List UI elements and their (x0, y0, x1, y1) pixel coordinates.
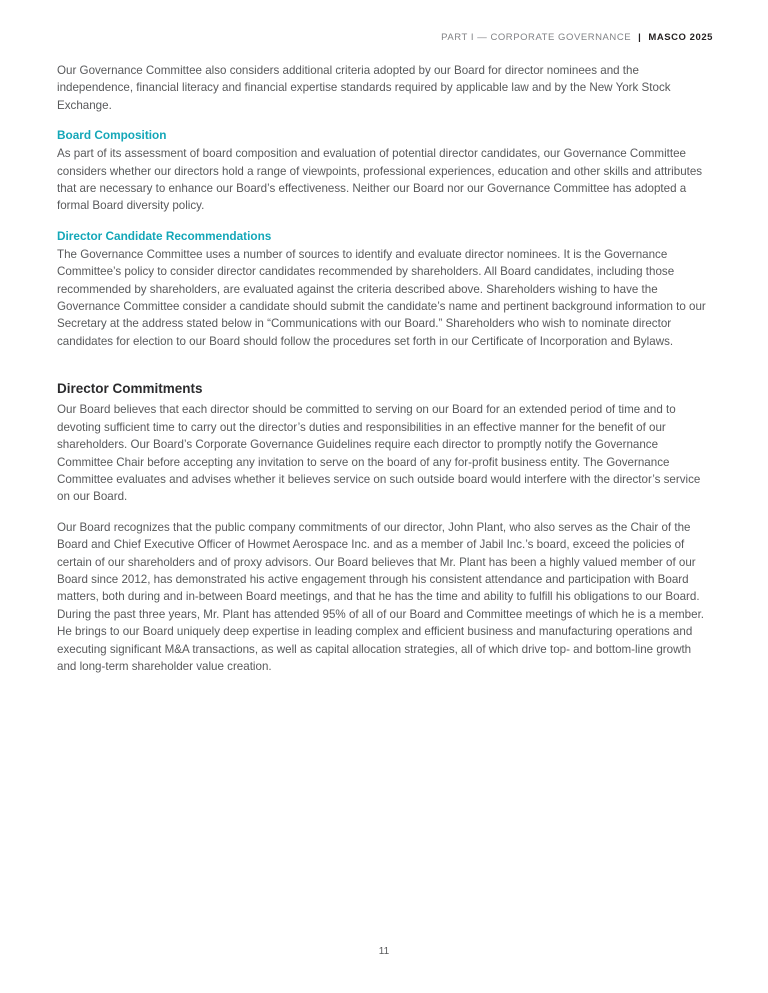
brand-title: MASCO 2025 (648, 32, 713, 43)
breadcrumb: PART I — CORPORATE GOVERNANCE (441, 32, 632, 43)
paragraph-director-commitments-2: Our Board recognizes that the public company commitments of our director, John Plant, who also serves as the Chair of the Board and Chief Executive Officer of Howmet Aerospace Inc. and as a member of Jabil Inc.’s board, exceed the policies of certain of our shareholders and of proxy advisors. Our Board believes that Mr. Plant has been a highly valued member of our Board since 2012, has demonstrated his active engagement through his consistent attendance and participation with Board matters, both during and in-between Board meetings, and that he has the time and ability to fulfill his obligations to our Board. During the past three years, Mr. Plant has attended 95% of all of our Board and Committee meetings of which he is a member. He brings to our Board uniquely deep expertise in leading complex and efficient business and manufacturing operations and executing significant M&A transactions, as well as capital allocation strategies, all of which drive top- and bottom-line growth and long-term shareholder value creation. (57, 520, 705, 673)
page-number: 11 (378, 946, 390, 957)
section-heading-board-composition: Board Composition (57, 128, 167, 143)
intro-paragraph: Our Governance Committee also considers additional criteria adopted by our Board for director nominees and the independence, financial literacy and financial expertise standards required by applicable law and by the New York Stock Exchange. (57, 64, 671, 112)
section-heading-director-candidate-recommendations: Director Candidate Recommendations (57, 228, 272, 243)
page-footer (0, 946, 768, 957)
paragraph-board-composition: As part of its assessment of board composition and evaluation of potential director candidates, our Governance Committee considers whether our directors hold a range of viewpoints, professional experiences, education and other skills and attributes that are necessary to enhance our Board’s effectiveness. Neither our Board nor our Governance Committee has adopted a formal Board diversity policy. (57, 147, 703, 213)
header-separator: | (638, 32, 642, 43)
paragraph-director-commitments-1: Our Board believes that each director should be committed to serving on our Board for an extended period of time and to devoting sufficient time to carry out the director’s duties and responsibilities in an effective manner for the benefit of our shareholders. Our Board’s Corporate Governance Guidelines require each director to promptly notify the Governance Committee Chair before accepting any invitation to serve on the board of any for-profit business entity. The Governance Committee evaluates and advises whether it believes service on such outside board would interfere with the director’s service on our Board. (57, 403, 701, 504)
paragraph-director-candidate-recommendations: The Governance Committee uses a number of sources to identify and evaluate director nominees. It is the Governance Committee’s policy to consider director candidates recommended by shareholders. All Board candidates, including those recommended by shareholders, are evaluated against the criteria described above. Shareholders wishing to have the Governance Committee consider a candidate should submit the candidate’s name and pertinent background information to our Secretary at the address stated below in “Communications with our Board.” Shareholders who wish to nominate director candidates for election to our Board should follow the procedures set forth in our Certificate of Incorporation and Bylaws. (57, 247, 706, 348)
page-header (441, 32, 713, 43)
document-body (57, 62, 712, 688)
section-heading-director-commitments: Director Commitments (57, 381, 203, 397)
